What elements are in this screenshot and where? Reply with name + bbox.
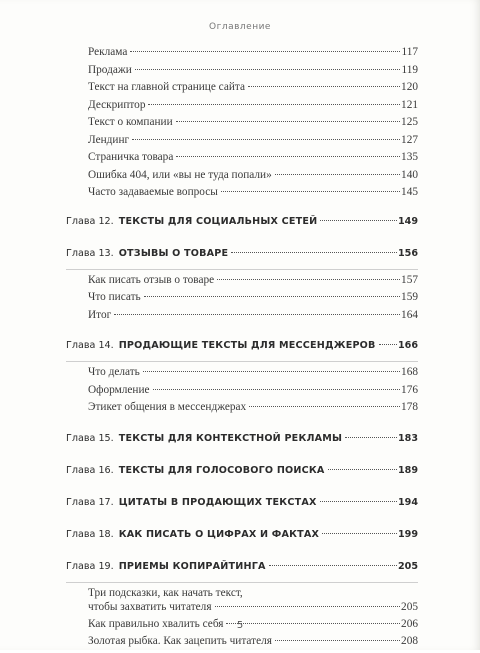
toc-chapter-15: Глава 15. ТЕКСТЫ ДЛЯ КОНТЕКСТНОЙ РЕКЛАМЫ 183 (66, 432, 418, 444)
toc-entry: Итог 164 (88, 308, 418, 321)
page-number: 5 (236, 620, 244, 631)
table-of-contents (66, 46, 418, 653)
chapter-divider (66, 269, 418, 270)
toc-entry: Как писать отзыв о товаре 157 (88, 273, 418, 286)
toc-entry: Что писать 159 (88, 291, 418, 303)
toc-entry: Как правильно хвалить себя 206 (88, 617, 418, 630)
toc-entry: Этикет общения в мессенджерах 178 (88, 401, 418, 413)
toc-entry-multiline: Три подсказки, как начать текст, чтобы захватить читателя 205 (88, 586, 418, 613)
toc-chapter-19: Глава 19. ПРИЕМЫ КОПИРАЙТИНГА 205 (66, 560, 418, 572)
toc-entry: Продажи 119 (88, 63, 418, 76)
toc-entry: Часто задаваемые вопросы 145 (88, 186, 418, 198)
toc-entry: Текст на главной странице сайта 120 (88, 81, 418, 93)
toc-entry: Золотая рыбка. Как зацепить читателя 208 (88, 635, 418, 647)
toc-entry: Что делать 168 (88, 366, 418, 378)
toc-entry: Дескриптор 121 (88, 98, 418, 111)
toc-chapter-14: Глава 14. ПРОДАЮЩИЕ ТЕКСТЫ ДЛЯ МЕССЕНДЖЕРОВ 166 (66, 340, 418, 351)
toc-entry: Ошибка 404, или «вы не туда попали» 140 (88, 168, 418, 181)
chapter-divider (66, 582, 418, 583)
toc-chapter-13: Глава 13. ОТЗЫВЫ О ТОВАРЕ 156 (66, 247, 418, 259)
toc-entry: Лендинг 127 (88, 133, 418, 146)
toc-chapter-12: Глава 12. ТЕКСТЫ ДЛЯ СОЦИАЛЬНЫХ СЕТЕЙ 149 (66, 215, 418, 227)
toc-entry: Текст о компании 125 (88, 116, 418, 128)
running-title: Оглавление (209, 22, 271, 32)
toc-entry: Страничка товара 135 (88, 151, 418, 163)
toc-entry: Реклама 117 (88, 46, 418, 58)
toc-chapter-16: Глава 16. ТЕКСТЫ ДЛЯ ГОЛОСОВОГО ПОИСКА 189 (66, 464, 418, 476)
chapter-divider (66, 361, 418, 362)
toc-chapter-18: Глава 18. КАК ПИСАТЬ О ЦИФРАХ И ФАКТАХ 199 (66, 528, 418, 540)
toc-chapter-17: Глава 17. ЦИТАТЫ В ПРОДАЮЩИХ ТЕКСТАХ 194 (66, 496, 418, 508)
toc-entry: Оформление 176 (88, 383, 418, 396)
